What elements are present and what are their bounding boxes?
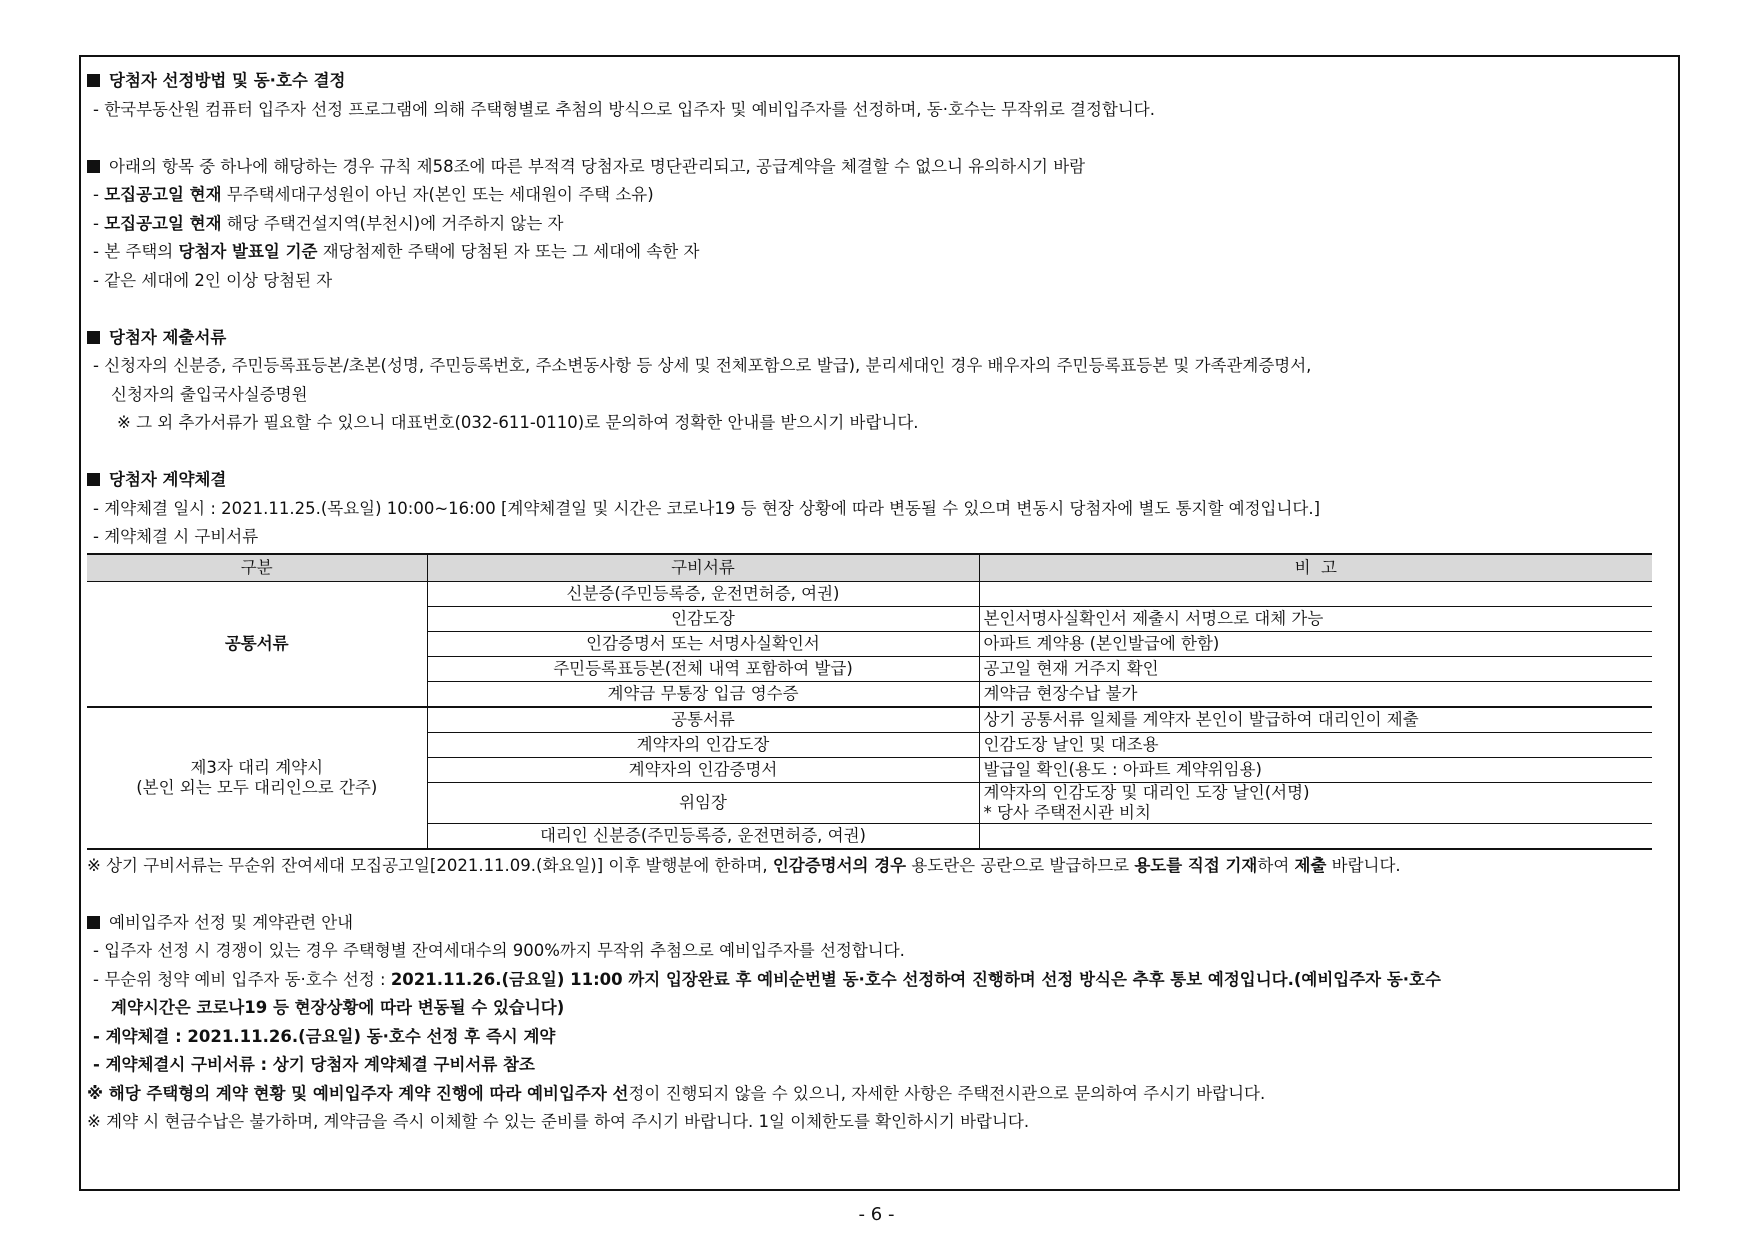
group-common: 공통서류 — [87, 581, 427, 707]
ineligible-item-1: - 모집공고일 현재 무주택세대구성원이 아닌 자(본인 또는 세대원이 주택 소유) — [93, 185, 654, 204]
section-title-documents: 당첨자 제출서류 — [87, 324, 1660, 353]
table-row: 인감도장 본인서명사실확인서 제출시 서명으로 대체 가능 — [87, 606, 1652, 631]
group-proxy: 제3자 대리 계약시 (본인 외는 모두 대리인으로 간주) — [87, 707, 427, 849]
header-category: 구분 — [87, 554, 427, 582]
table-row: 위임장 계약자의 인감도장 및 대리인 도장 날인(서명) * 당사 주택전시관 비치 — [87, 782, 1652, 823]
contract-datetime: - 계약체결 일시 : 2021.11.25.(목요일) 10:00~16:00 [계약체결일 및 시간은 코로나19 등 현장 상황에 따라 변동될 수 있으며 변동시 당첨자에 별도 통지할 예정입니다.] — [93, 498, 1321, 518]
table-row: 인감증명서 또는 서명사실확인서 아파트 계약용 (본인발급에 한함) — [87, 631, 1652, 656]
square-bullet-icon — [87, 916, 100, 929]
header-documents: 구비서류 — [427, 554, 979, 582]
section-title-contract: 당첨자 계약체결 — [87, 466, 1660, 495]
reserve-text-1: - 입주자 선정 시 경쟁이 있는 경우 주택형별 잔여세대수의 900%까지 무작위 추첨으로 예비입주자를 선정합니다. — [93, 941, 905, 960]
contract-docs-label: - 계약체결 시 구비서류 — [93, 527, 259, 546]
ineligible-item-2: - 모집공고일 현재 해당 주택건설지역(부천시)에 거주하지 않는 자 — [93, 213, 564, 233]
section-title-ineligible: 아래의 항목 중 하나에 해당하는 경우 규칙 제58조에 따른 부적격 당첨자로 명단관리되고, 공급계약을 체결할 수 없으니 유의하시기 바람 — [87, 153, 1660, 182]
table-row: 제3자 대리 계약시 (본인 외는 모두 대리인으로 간주) 공통서류 상기 공통서류 일체를 계약자 본인이 발급하여 대리인이 제출 — [87, 707, 1652, 733]
document-frame — [79, 55, 1680, 1191]
ineligible-item-3: - 본 주택의 당첨자 발표일 기준 재당첨제한 주택에 당첨된 자 또는 그 세대에 속한 자 — [93, 242, 700, 261]
section-title-reserve: 예비입주자 선정 및 계약관련 안내 — [87, 909, 1660, 938]
table-row: 주민등록표등본(전체 내역 포함하여 발급) 공고일 현재 거주지 확인 — [87, 656, 1652, 681]
documents-note: ※ 그 외 추가서류가 필요할 수 있으니 대표번호(032-611-0110)로 문의하여 정확한 안내를 받으시기 바랍니다. — [117, 413, 919, 432]
page-number: - 6 - — [858, 1204, 895, 1225]
documents-text-2: 신청자의 출입국사실증명원 — [111, 384, 308, 404]
reserve-text-4: - 계약체결 : 2021.11.26.(금요일) 동·호수 선정 후 즉시 계약 — [93, 1026, 556, 1046]
reserve-note-1: ※ 해당 주택형의 계약 현황 및 예비입주자 계약 진행에 따라 예비입주자 선정이 진행되지 않을 수 있으니, 자세한 사항은 주택전시관으로 문의하여 주시기 바랍니다. — [87, 1083, 1266, 1103]
square-bullet-icon — [87, 74, 100, 87]
ineligible-item-4: - 같은 세대에 2인 이상 당첨된 자 — [93, 270, 333, 290]
header-notes: 비 고 — [979, 554, 1652, 582]
table-row: 대리인 신분증(주민등록증, 운전면허증, 여권) — [87, 823, 1652, 849]
table-header-row — [87, 554, 1652, 582]
table-row: 공통서류 신분증(주민등록증, 운전면허증, 여권) — [87, 581, 1652, 606]
square-bullet-icon — [87, 160, 100, 173]
reserve-text-2: - 무순위 청약 예비 입주자 동·호수 선정 : 2021.11.26.(금요일) 11:00 까지 입장완료 후 예비순번별 동·호수 선정하여 진행하며 선정 방식은 추후 통보 예정입니다.(예비입주자 동·호수 — [93, 969, 1441, 989]
square-bullet-icon — [87, 331, 100, 344]
document-content — [87, 67, 1660, 1137]
table-row: 계약자의 인감증명서 발급일 확인(용도 : 아파트 계약위임용) — [87, 757, 1652, 782]
section-title-selection: 당첨자 선정방법 및 동·호수 결정 — [87, 67, 1660, 96]
table-row: 계약자의 인감도장 인감도장 날인 및 대조용 — [87, 732, 1652, 757]
square-bullet-icon — [87, 473, 100, 486]
reserve-note-2: ※ 계약 시 현금수납은 불가하며, 계약금을 즉시 이체할 수 있는 준비를 하여 주시기 바랍니다. 1일 이체한도를 확인하시기 바랍니다. — [87, 1112, 1030, 1131]
required-documents-table — [87, 553, 1652, 850]
reserve-text-5: - 계약체결시 구비서류 : 상기 당첨자 계약체결 구비서류 참조 — [93, 1055, 535, 1074]
selection-text: - 한국부동산원 컴퓨터 입주자 선정 프로그램에 의해 주택형별로 추첨의 방식으로 입주자 및 예비입주자를 선정하며, 동·호수는 무작위로 결정합니다. — [93, 99, 1155, 119]
table-footnote: ※ 상기 구비서류는 무순위 잔여세대 모집공고일[2021.11.09.(화요일)] 이후 발행분에 한하며, 인감증명서의 경우 용도란은 공란으로 발급하므로 용도를 직접 기재하여 제출 바랍니다. — [87, 855, 1401, 875]
documents-text-1: - 신청자의 신분증, 주민등록표등본/초본(성명, 주민등록번호, 주소변동사항 등 상세 및 전체포함으로 발급), 분리세대인 경우 배우자의 주민등록표등본 및 가족관계증명서, — [93, 356, 1312, 375]
table-row: 계약금 무통장 입금 영수증 계약금 현장수납 불가 — [87, 681, 1652, 707]
reserve-text-3: 계약시간은 코로나19 등 현장상황에 따라 변동될 수 있습니다) — [111, 998, 565, 1017]
